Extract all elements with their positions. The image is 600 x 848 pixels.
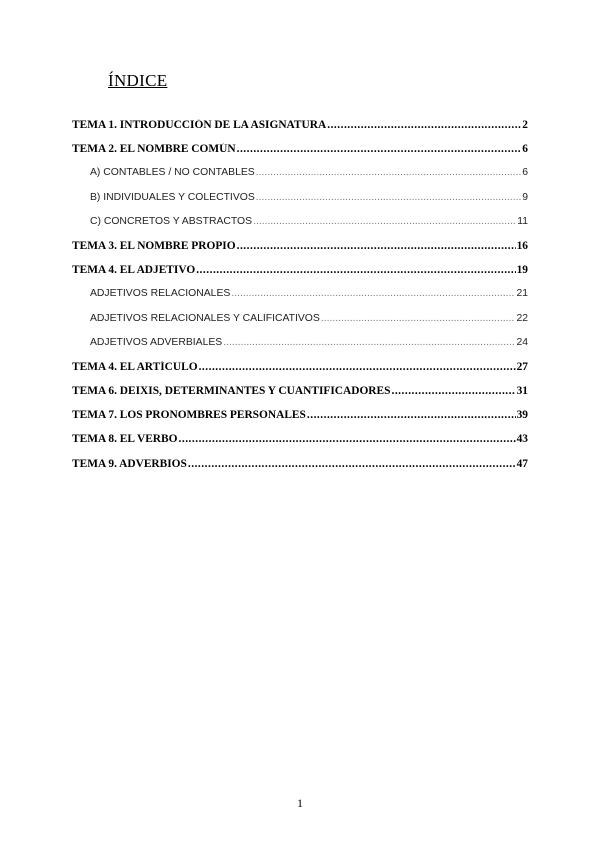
toc-entry-page: 24 bbox=[516, 336, 528, 348]
page-number: 1 bbox=[297, 796, 303, 810]
toc-entry-tema-8[interactable] bbox=[72, 433, 528, 457]
toc-entry-tema-9[interactable] bbox=[72, 458, 528, 482]
toc-entry-label: TEMA 2. EL NOMBRE COMÚN bbox=[72, 143, 236, 156]
toc-entry-page: 27 bbox=[516, 360, 528, 373]
toc-entry-label: TEMA 6. DEIXIS, DETERMINANTES Y CUANTIFICADORES bbox=[72, 385, 391, 398]
dot-leader bbox=[199, 361, 516, 373]
toc-entry-tema-4-articulo[interactable] bbox=[72, 361, 528, 385]
toc-entry-page: 19 bbox=[516, 264, 528, 277]
dot-leader bbox=[256, 192, 521, 203]
dot-leader bbox=[237, 240, 516, 252]
dot-leader bbox=[327, 119, 521, 131]
toc-entry-concretos[interactable] bbox=[72, 216, 528, 240]
toc-entry-label: ADJETIVOS RELACIONALES Y CALIFICATIVOS bbox=[90, 312, 320, 324]
toc-entry-tema-4-adjetivo[interactable] bbox=[72, 264, 528, 288]
toc-entry-label: TEMA 4. EL ARTÍCULO bbox=[72, 360, 198, 373]
dot-leader bbox=[179, 433, 516, 445]
toc-entry-contables[interactable] bbox=[72, 167, 528, 191]
toc-entry-page: 22 bbox=[516, 312, 528, 324]
dot-leader bbox=[231, 288, 515, 299]
toc-entry-page: 31 bbox=[516, 385, 528, 398]
table-of-contents bbox=[72, 119, 528, 482]
toc-entry-page: 16 bbox=[516, 239, 528, 252]
toc-entry-adjetivos-relacionales[interactable] bbox=[72, 288, 528, 312]
dot-leader bbox=[307, 409, 516, 421]
toc-entry-page: 21 bbox=[516, 288, 528, 300]
toc-entry-page: 39 bbox=[516, 409, 528, 422]
page-title: ÍNDICE bbox=[108, 71, 168, 90]
toc-entry-label: TEMA 8. EL VERBO bbox=[72, 433, 178, 446]
toc-entry-adjetivos-calificativos[interactable] bbox=[72, 313, 528, 337]
dot-leader bbox=[253, 216, 516, 227]
dot-leader bbox=[391, 385, 515, 397]
toc-entry-page: 11 bbox=[517, 215, 528, 227]
toc-entry-page: 47 bbox=[516, 457, 528, 470]
toc-entry-label: TEMA 7. LOS PRONOMBRES PERSONALES bbox=[72, 409, 306, 422]
toc-entry-label: TEMA 1. INTRODUCCIÓN DE LA ASIGNATURA bbox=[72, 119, 327, 131]
toc-entry-page: 6 bbox=[522, 167, 528, 179]
toc-entry-label: C) CONCRETOS Y ABSTRACTOS bbox=[90, 215, 253, 227]
toc-entry-label: TEMA 9. ADVERBIOS bbox=[72, 457, 187, 470]
dot-leader bbox=[196, 264, 515, 276]
toc-entry-page: 2 bbox=[522, 119, 528, 131]
toc-entry-page: 43 bbox=[516, 433, 528, 446]
dot-leader bbox=[188, 458, 516, 470]
toc-entry-individuales[interactable] bbox=[72, 192, 528, 216]
toc-entry-label: TEMA 3. EL NOMBRE PROPIO bbox=[72, 239, 236, 252]
toc-entry-tema-1[interactable] bbox=[72, 119, 528, 143]
toc-entry-adjetivos-adverbiales[interactable] bbox=[72, 337, 528, 361]
toc-entry-tema-6[interactable] bbox=[72, 385, 528, 409]
toc-entry-page: 6 bbox=[522, 143, 528, 156]
toc-entry-tema-7[interactable] bbox=[72, 409, 528, 433]
toc-entry-label: ADJETIVOS RELACIONALES bbox=[90, 288, 231, 300]
toc-entry-tema-2[interactable] bbox=[72, 143, 528, 167]
toc-entry-label: TEMA 4. EL ADJETIVO bbox=[72, 264, 196, 277]
dot-leader bbox=[256, 167, 521, 178]
dot-leader bbox=[237, 143, 522, 155]
dot-leader bbox=[223, 337, 515, 348]
toc-entry-tema-3[interactable] bbox=[72, 240, 528, 264]
toc-entry-label: B) INDIVIDUALES Y COLECTIVOS bbox=[90, 191, 255, 203]
dot-leader bbox=[321, 313, 516, 324]
toc-entry-page: 9 bbox=[522, 191, 528, 203]
toc-entry-label: A) CONTABLES / NO CONTABLES bbox=[90, 167, 255, 179]
toc-entry-label: ADJETIVOS ADVERBIALES bbox=[90, 336, 223, 348]
